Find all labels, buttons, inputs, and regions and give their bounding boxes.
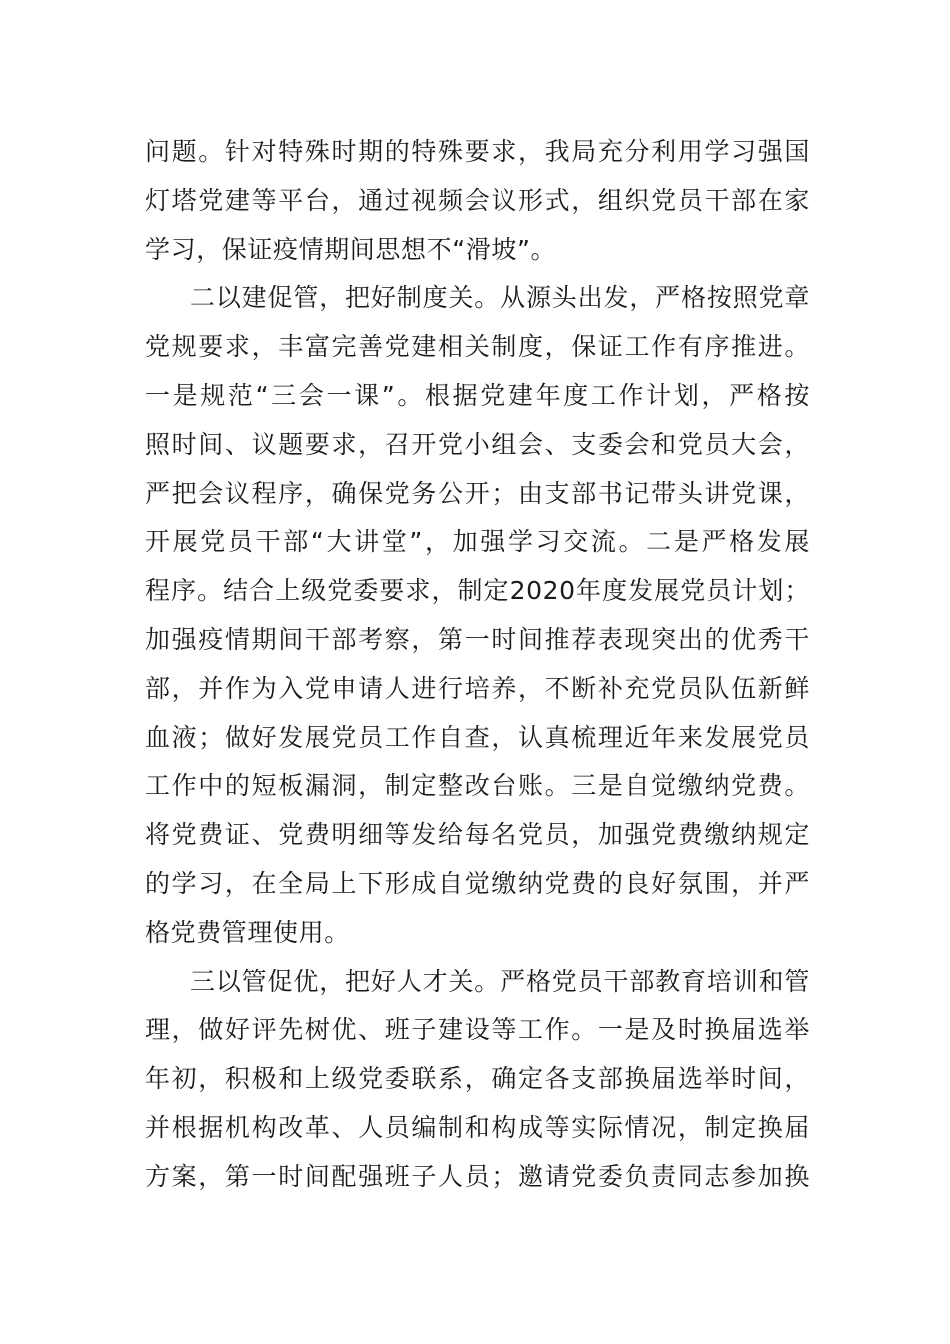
text-line: 年初，积极和上级党委联系，确定各支部换届选举时间， [145,1064,810,1094]
text-line: 照时间、议题要求，召开党小组会、支委会和党员大会， [145,429,810,459]
text-line: 的学习，在全局上下形成自觉缴纳党费的良好氛围，并严 [145,868,810,898]
text-line: 部，并作为入党申请人进行培养，不断补充党员队伍新鲜 [145,673,810,703]
text-line: 严把会议程序，确保党务公开；由支部书记带头讲党课， [145,478,810,508]
body-text [145,128,810,1202]
paragraph-1 [145,128,810,274]
text-line: 加强疫情期间干部考察，第一时间推荐表现突出的优秀干 [145,624,810,654]
text-line: 问题。针对特殊时期的特殊要求，我局充分利用学习强国 [145,137,810,166]
text-line: 方案，第一时间配强班子人员；邀请党委负责同志参加换 [145,1161,810,1191]
text-line: 血液；做好发展党员工作自查，认真梳理近年来发展党员 [145,722,810,752]
text-line: 开展党员干部“大讲堂”，加强学习交流。二是严格发展 [145,527,810,557]
text-line: 格党费管理使用。 [145,917,350,947]
text-line: 党规要求，丰富完善党建相关制度，保证工作有序推进。 [145,332,810,362]
text-line: 并根据机构改革、人员编制和构成等实际情况，制定换届 [145,1112,810,1142]
text-line: 三以管促优，把好人才关。严格党员干部教育培训和管 [190,966,810,996]
paragraph-3 [145,958,810,1202]
text-line: 灯塔党建等平台，通过视频会议形式，组织党员干部在家 [145,185,810,215]
text-line: 一是规范“三会一课”。根据党建年度工作计划，严格按 [145,380,810,410]
text-line: 学习，保证疫情期间思想不“滑坡”。 [145,234,557,264]
paragraph-2 [145,274,810,957]
text-line: 工作中的短板漏洞，制定整改台账。三是自觉缴纳党费。 [145,771,810,801]
text-line: 理，做好评先树优、班子建设等工作。一是及时换届选举 [145,1015,810,1045]
text-line: 将党费证、党费明细等发给每名党员，加强党费缴纳规定 [145,820,810,850]
text-line: 二以建促管，把好制度关。从源头出发，严格按照党章 [190,283,810,313]
text-line: 程序。结合上级党委要求，制定2020年度发展党员计划； [145,576,810,606]
